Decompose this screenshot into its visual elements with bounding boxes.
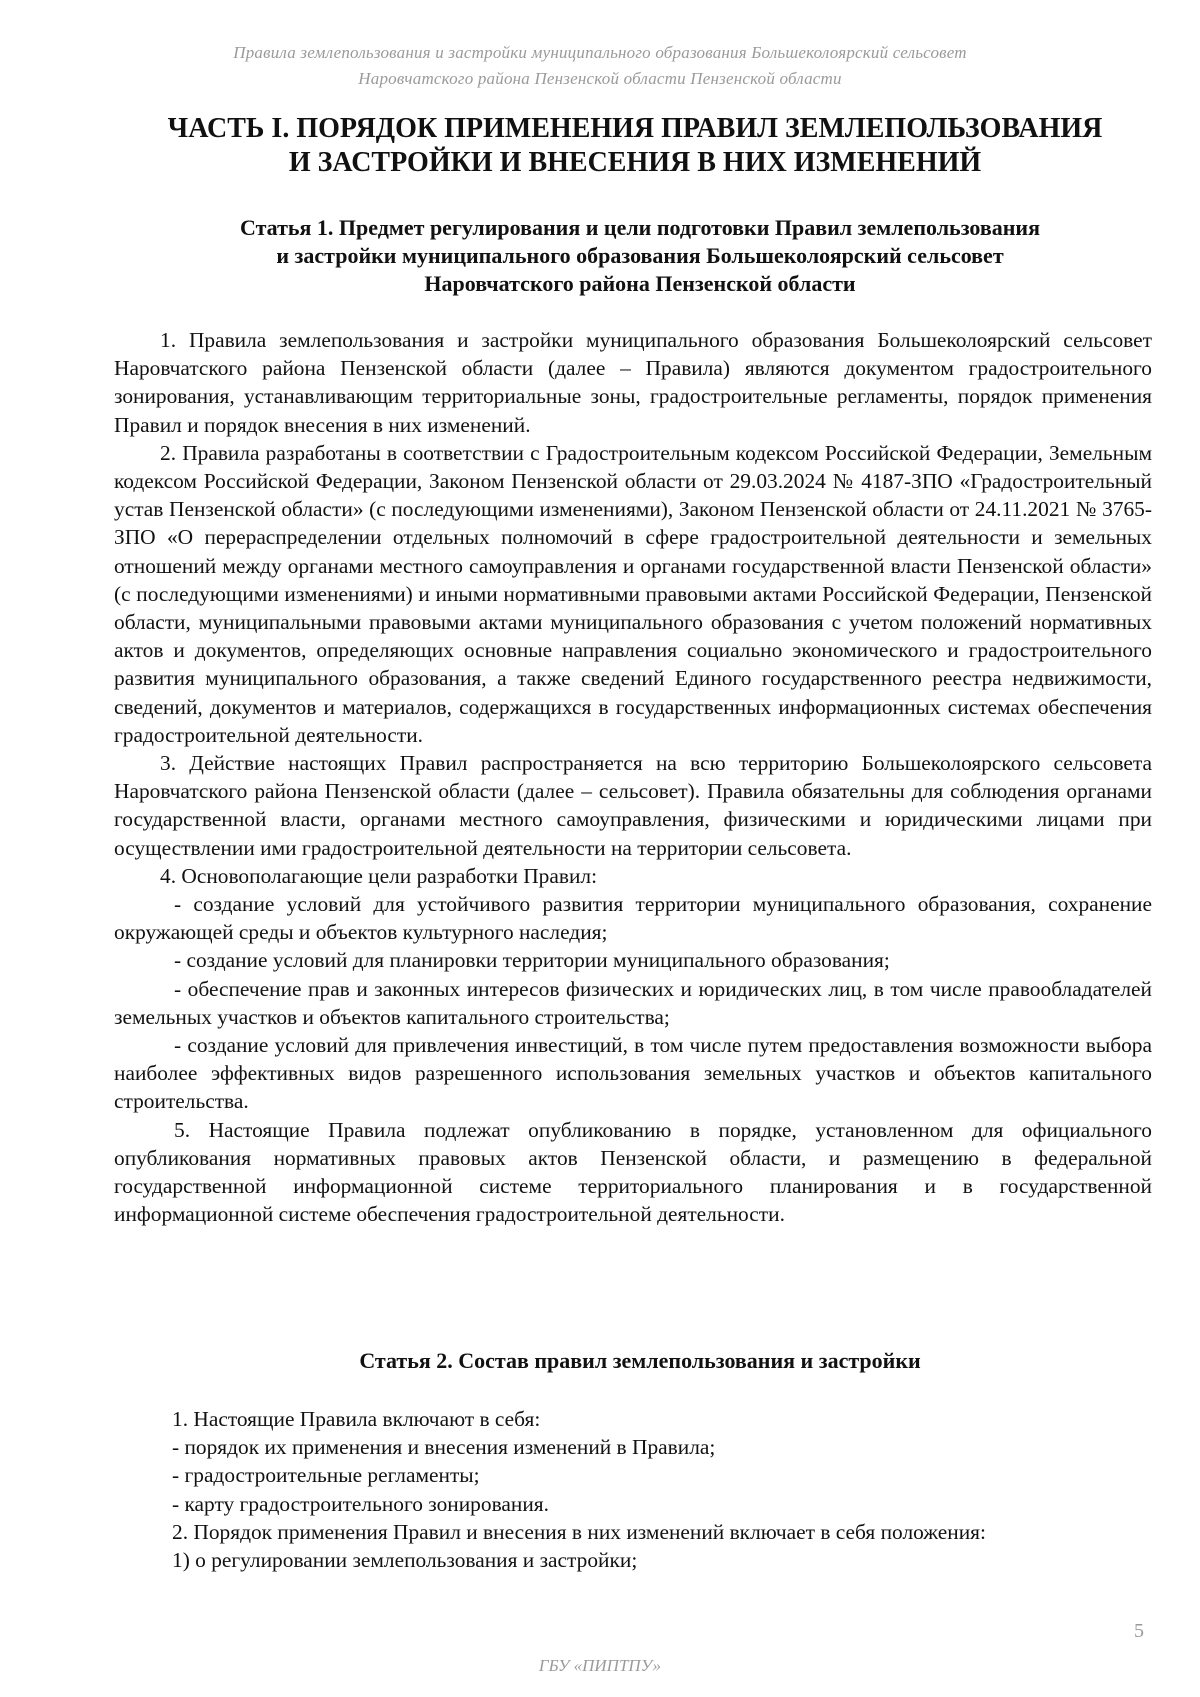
list-item: 1) о регулировании землепользования и застройки;: [172, 1548, 638, 1573]
list-item: - порядок их применения и внесения изменений в Правила;: [172, 1435, 716, 1460]
part-title: [130, 112, 1140, 180]
header-line-2: Наровчатского района Пензенской области Пензенской области: [358, 69, 842, 88]
article-1-title-line-1: Статья 1. Предмет регулирования и цели подготовки Правил землепользования: [239, 215, 1040, 240]
article-1-title: [140, 214, 1140, 298]
paragraph: 4. Основополагающие цели разработки Правил:: [160, 863, 598, 888]
article-2-body: [114, 1405, 1152, 1574]
running-header: [0, 40, 1200, 92]
paragraph: 1. Правила землепользования и застройки муниципального образования Большеколоярский сельсовет Наровчатского района Пензенской области (далее – Правила) являются документом градостроительного зонирования, устанавливающим территориальные зоны, градостроительные регламенты, порядок применения Правил и порядок внесения в них изменений.: [114, 328, 1152, 437]
part-title-line-1: ЧАСТЬ I. ПОРЯДОК ПРИМЕНЕНИЯ ПРАВИЛ ЗЕМЛЕПОЛЬЗОВАНИЯ: [167, 113, 1103, 144]
header-line-1: Правила землепользования и застройки муниципального образования Большеколоярский сельсовет: [233, 43, 967, 62]
list-item: - градостроительные регламенты;: [172, 1463, 480, 1488]
paragraph: 2. Правила разработаны в соответствии с Градостроительным кодексом Российской Федерации, Земельным кодексом Российской Федерации, Законом Пензенской области от 29.03.2024 № 4187-ЗПО «Градостроительный устав Пензенской области» (с последующими изменениями), Законом Пензенской области от 24.11.2021 № 3765-ЗПО «О перераспределении отдельных полномочий в сфере градостроительной деятельности и земельных отношений между органами местного самоуправления и органами государственной власти Пензенской области» (с последующими изменениями) и иными нормативными правовыми актами Российской Федерации, Пензенской области, муниципальными правовыми актами муниципального образования с учетом положений нормативных актов и документов, определяющих основные направления социально экономического и градостроительного развития муниципального образования, а также сведений Единого государственного реестра недвижимости, сведений, документов и материалов, содержащихся в государственных информационных системах обеспечения градостроительной деятельности.: [114, 440, 1152, 747]
list-item: - создание условий для планировки территории муниципального образования;: [174, 948, 890, 973]
list-item: - обеспечение прав и законных интересов физических и юридических лиц, в том числе правообладателей земельных участков и объектов капитального строительства;: [114, 976, 1152, 1029]
list-item: - создание условий для привлечения инвестиций, в том числе путем предоставления возможности выбора наиболее эффективных видов разрешенного использования земельных участков и объектов капитального строительства.: [114, 1033, 1152, 1114]
article-1-body: [114, 326, 1152, 1229]
article-1-title-line-3: Наровчатского района Пензенской области: [424, 271, 856, 296]
article-2-title: [140, 1347, 1140, 1375]
article-2-title-text: Статья 2. Состав правил землепользования и застройки: [359, 1348, 921, 1373]
part-title-line-2: И ЗАСТРОЙКИ И ВНЕСЕНИЯ В НИХ ИЗМЕНЕНИЙ: [288, 147, 982, 178]
paragraph: 3. Действие настоящих Правил распространяется на всю территорию Большеколоярского сельсовета Наровчатского района Пензенской области (далее – сельсовет). Правила обязательны для соблюдения органами государственной власти, органами местного самоуправления, физическими и юридическими лицами при осуществлении ими градостроительной деятельности на территории сельсовета.: [114, 751, 1152, 860]
page-number: 5: [1134, 1620, 1144, 1642]
list-item: 2. Порядок применения Правил и внесения в них изменений включает в себя положения:: [172, 1519, 986, 1544]
list-item: 1. Настоящие Правила включают в себя:: [172, 1407, 541, 1431]
article-1-title-line-2: и застройки муниципального образования Большеколоярский сельсовет: [276, 243, 1004, 268]
footer: ГБУ «ПИПТПУ»: [538, 1656, 662, 1675]
paragraph: 5. Настоящие Правила подлежат опубликованию в порядке, установленном для официального опубликования нормативных правовых актов Пензенской области, и размещению в федеральной государственной информационной системе территориального планирования и в государственной информационной системе обеспечения градостроительной деятельности.: [114, 1117, 1152, 1227]
list-item: - создание условий для устойчивого развития территории муниципального образования, сохранение окружающей среды и объектов культурного наследия;: [114, 892, 1152, 945]
list-item: - карту градостроительного зонирования.: [172, 1491, 549, 1516]
